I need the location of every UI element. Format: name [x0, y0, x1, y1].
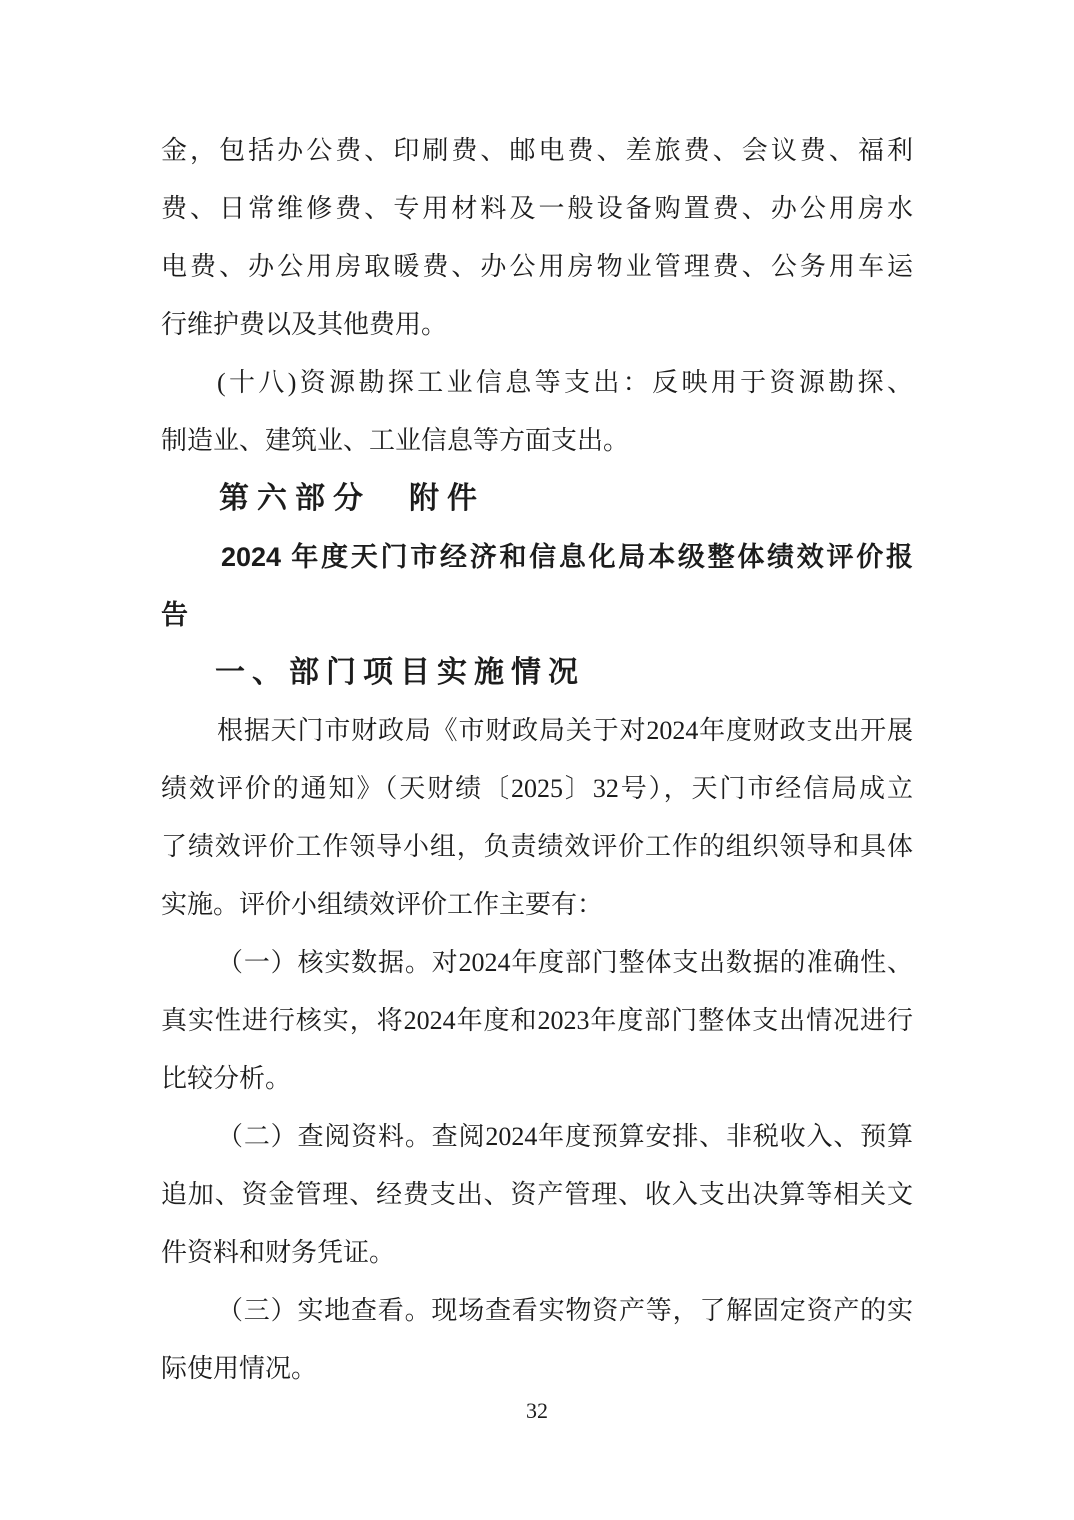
page-number: 32 — [526, 1398, 548, 1423]
section-heading: 一、部门项目实施情况 — [215, 656, 585, 689]
body-line: 实施。评价小组绩效评价工作主要有： — [161, 890, 604, 919]
body-line: 行维护费以及其他费用。 — [161, 310, 448, 339]
paragraph-line: （三）实地查看。现场查看实物资产等，了解固定资产的实 — [217, 1296, 913, 1325]
report-title-line: 2024 年度天门市经济和信息化局本级整体绩效评价报 — [221, 542, 913, 572]
body-line: 追加、资金管理、经费支出、资产管理、收入支出决算等相关文 — [161, 1180, 913, 1209]
body-line: 电费、办公用房取暖费、办公用房物业管理费、公务用车运 — [161, 252, 913, 281]
body-line: 际使用情况。 — [161, 1354, 318, 1383]
body-line: 件资料和财务凭证。 — [161, 1238, 396, 1267]
text-column — [161, 122, 913, 1398]
body-line: 了绩效评价工作领导小组，负责绩效评价工作的组织领导和具体 — [161, 832, 913, 861]
part-heading: 第六部分 附件 — [219, 482, 485, 515]
body-line: 制造业、建筑业、工业信息等方面支出。 — [161, 426, 630, 455]
report-title-line: 告 — [161, 600, 188, 630]
body-line: 比较分析。 — [161, 1064, 292, 1093]
body-line: 绩效评价的通知》（天财绩〔2025〕32号），天门市经信局成立 — [161, 774, 913, 803]
body-line: 费、日常维修费、专用材料及一般设备购置费、办公用房水 — [161, 194, 913, 223]
paragraph-line: 根据天门市财政局《市财政局关于对2024年度财政支出开展 — [217, 716, 913, 745]
paragraph-line: （一）核实数据。对2024年度部门整体支出数据的准确性、 — [217, 948, 913, 977]
paragraph-line: （二）查阅资料。查阅2024年度预算安排、非税收入、预算 — [217, 1122, 913, 1151]
body-line: 真实性进行核实，将2024年度和2023年度部门整体支出情况进行 — [161, 1006, 913, 1035]
body-line: 金，包括办公费、印刷费、邮电费、差旅费、会议费、福利 — [161, 136, 913, 165]
paragraph-line: (十八)资源勘探工业信息等支出：反映用于资源勘探、 — [217, 368, 913, 397]
